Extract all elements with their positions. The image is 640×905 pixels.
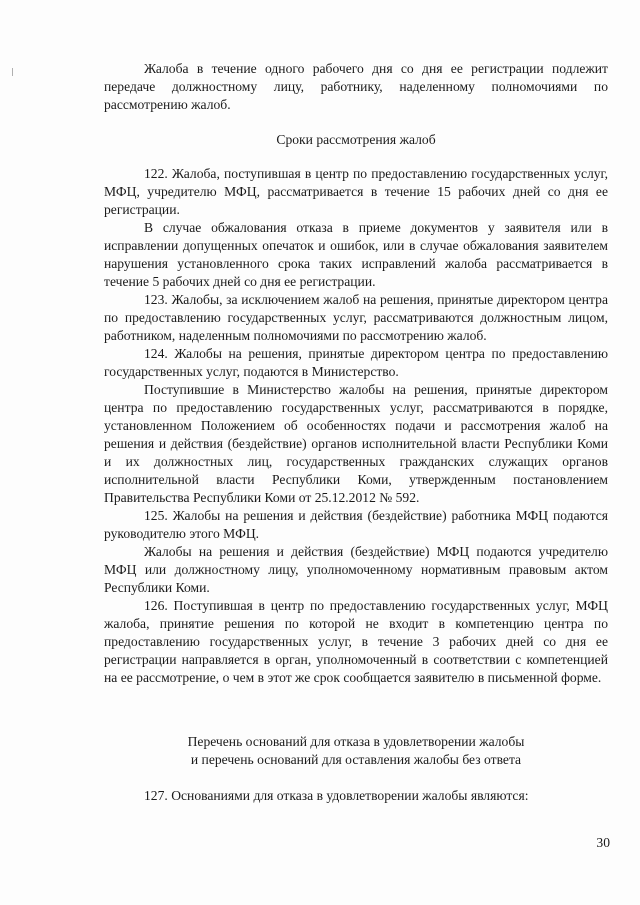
paragraph-123: 123. Жалобы, за исключением жалоб на решения, принятые директором центра по предоставлению государственных услуг, рассматриваются должностным лицом, работником, наделенным полномочиями по рассмотрению жалоб. [104, 292, 608, 343]
section-body [104, 165, 608, 687]
paragraph-124: 124. Жалобы на решения, принятые директором центра по предоставлению государственных услуг, подаются в Министерство. [104, 346, 608, 379]
paragraph-125: 125. Жалобы на решения и действия (бездействие) работника МФЦ подаются руководителю этого МФЦ. [104, 508, 608, 541]
intro-block [104, 60, 608, 114]
section-heading: Сроки рассмотрения жалоб [276, 132, 436, 147]
paragraph-122-cont: В случае обжалования отказа в приеме документов у заявителя или в исправлении допущенных опечаток и ошибок, или в случае обжалования заявителем нарушения установленного срока таких исправлений жалоба рассматривается в течение 5 рабочих дней со дня ее регистрации. [104, 220, 608, 289]
section-heading-review-terms [104, 131, 608, 149]
paragraph-125-cont: Жалобы на решения и действия (бездействие) МФЦ подаются учредителю МФЦ или должностному лицу, уполномоченному нормативным правовым актом Республики Коми. [104, 544, 608, 595]
intro-paragraph: Жалоба в течение одного рабочего дня со дня ее регистрации подлежит передаче должностному лицу, работнику, наделенному полномочиями по рассмотрению жалоб. [104, 61, 608, 112]
section-heading-line-1: Перечень оснований для отказа в удовлетворении жалобы [187, 734, 525, 749]
paragraph-127: 127. Основаниями для отказа в удовлетворении жалобы являются: [144, 788, 529, 803]
section2-body [104, 787, 608, 805]
margin-mark [12, 68, 13, 76]
section-heading-refusal-grounds [104, 733, 608, 769]
paragraph-126: 126. Поступившая в центр по предоставлению государственных услуг, МФЦ жалоба, принятие решения по которой не входит в компетенцию центра по предоставлению государственных услуг, в течение 3 рабочих дней со дня ее регистрации направляется в орган, уполномоченный в соответствии с компетенцией на ее рассмотрение, о чем в этот же срок сообщается заявителю в письменной форме. [104, 598, 608, 685]
page-number: 30 [596, 835, 610, 850]
paragraph-122: 122. Жалоба, поступившая в центр по предоставлению государственных услуг, МФЦ, учредителю МФЦ, рассматривается в течение 15 рабочих дней со дня ее регистрации. [104, 166, 608, 217]
section-heading-line-2: и перечень оснований для оставления жалобы без ответа [190, 752, 522, 767]
paragraph-124-cont: Поступившие в Министерство жалобы на решения, принятые директором центра по предоставлению государственных услуг, рассматриваются в порядке, установленном Положением об особенностях подачи и рассмотрения жалоб на решения и действия (бездействие) органов исполнительной власти Республики Коми и их должностных лиц, государственных гражданских служащих органов исполнительной власти Республики Коми, утвержденным постановлением Правительства Республики Коми от 25.12.2012 № 592. [104, 382, 608, 505]
